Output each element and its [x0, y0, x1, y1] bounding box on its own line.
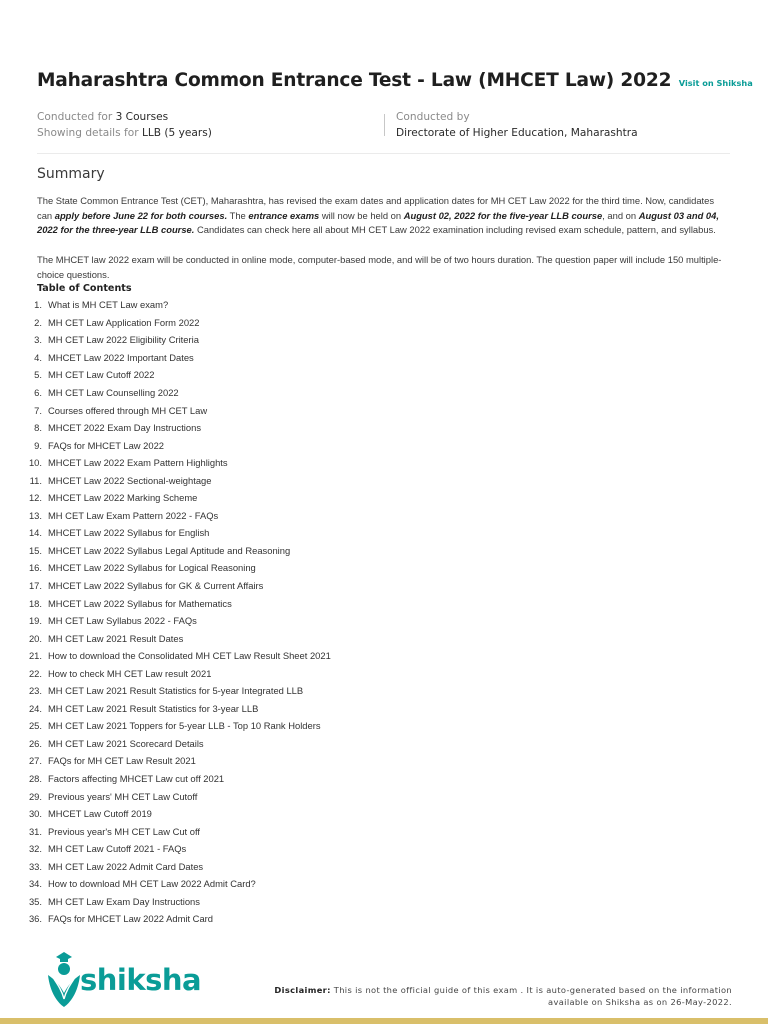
toc-item-number: 10. — [28, 457, 42, 469]
toc-item[interactable] — [20, 524, 331, 542]
toc-item[interactable] — [20, 822, 331, 840]
toc-item-label: MHCET Law 2022 Syllabus for Logical Reasoning — [48, 562, 256, 574]
toc-item-label: MH CET Law Exam Pattern 2022 - FAQs — [48, 509, 219, 521]
toc-item-number: 1. — [34, 299, 42, 311]
toc-item-number: 15. — [28, 544, 42, 556]
toc-item[interactable] — [20, 349, 331, 367]
toc-item-number: 6. — [34, 387, 42, 398]
toc-item-number: 11. — [29, 474, 42, 486]
toc-item[interactable] — [20, 752, 331, 770]
toc-item[interactable] — [20, 805, 331, 823]
toc-item-number: 9. — [34, 439, 42, 451]
meta-divider — [384, 114, 385, 136]
shiksha-wordmark: shiksha — [80, 963, 202, 997]
toc-item[interactable] — [20, 471, 331, 489]
toc-item-label: MH CET Law 2022 Eligibility Criteria — [48, 334, 199, 346]
toc-item-number: 22. — [28, 667, 42, 679]
toc-item-label: MH CET Law Counselling 2022 — [48, 387, 179, 398]
toc-item[interactable] — [20, 507, 331, 525]
toc-item-label: MHCET Law 2022 Sectional-weightage — [48, 474, 212, 486]
toc-item-number: 35. — [28, 895, 42, 907]
toc-item[interactable] — [20, 384, 331, 402]
toc-item-number: 32. — [28, 843, 42, 855]
toc-item[interactable] — [20, 366, 331, 384]
toc-item-number: 20. — [28, 632, 42, 644]
conducted-for-label: Conducted for — [37, 111, 113, 123]
toc-item[interactable] — [20, 296, 331, 314]
toc-item-number: 21. — [28, 650, 42, 662]
bottom-accent-bar — [0, 1018, 768, 1024]
toc-item[interactable] — [20, 629, 331, 647]
toc-item-label: MHCET Law 2022 Syllabus for GK & Current Affairs — [48, 580, 264, 592]
toc-item-number: 29. — [28, 790, 42, 802]
summary-emphasis: August 03 and 04, 2022 for the three-year LLB course. — [37, 209, 719, 236]
toc-item-number: 8. — [34, 422, 42, 434]
summary-emphasis: apply before June 22 for both courses. — [54, 209, 228, 221]
toc-item-label: How to download MH CET Law 2022 Admit Card? — [48, 878, 256, 890]
toc-item-label: How to download the Consolidated MH CET Law Result Sheet 2021 — [48, 650, 331, 662]
toc-item-number: 30. — [28, 808, 42, 820]
toc-item-number: 16. — [28, 562, 42, 574]
showing-details-row — [37, 125, 212, 141]
conducted-by-label: Conducted by — [396, 111, 470, 123]
toc-item-number: 19. — [28, 615, 42, 627]
conducted-for-value: 3 Courses — [115, 111, 169, 123]
toc-item[interactable] — [20, 454, 331, 472]
toc-item-number: 31. — [28, 825, 42, 837]
toc-item[interactable] — [20, 401, 331, 419]
toc-item[interactable] — [20, 436, 331, 454]
disclaimer-text: This is not the official guide of this exam . It is auto-generated based on the information available on Shiksha as on 26-May-2022. — [330, 985, 732, 1007]
toc-item-label: MH CET Law 2022 Admit Card Dates — [48, 860, 204, 872]
disclaimer-label: Disclaimer: — [274, 985, 331, 995]
conducted-by-value: Directorate of Higher Education, Maharashtra — [396, 127, 638, 139]
toc-item[interactable] — [20, 910, 331, 928]
toc-item[interactable] — [20, 559, 331, 577]
toc-item-number: 33. — [28, 860, 42, 872]
toc-item-label: What is MH CET Law exam? — [48, 299, 169, 311]
summary-emphasis: entrance exams — [248, 209, 320, 221]
toc-item-label: MHCET Law 2022 Important Dates — [48, 351, 194, 363]
toc-item-label: MH CET Law Exam Day Instructions — [48, 895, 200, 907]
toc-item[interactable] — [20, 787, 331, 805]
section-divider — [37, 153, 730, 154]
toc-item-number: 7. — [34, 404, 42, 416]
page-title: Maharashtra Common Entrance Test - Law (MHCET Law) 2022 — [37, 70, 672, 91]
toc-item-label: MHCET 2022 Exam Day Instructions — [48, 422, 202, 434]
toc-item[interactable] — [20, 664, 331, 682]
toc-item[interactable] — [20, 770, 331, 788]
toc-list — [20, 296, 331, 928]
toc-item-label: MHCET Law 2022 Syllabus for English — [48, 527, 210, 539]
toc-item[interactable] — [20, 682, 331, 700]
summary-heading: Summary — [37, 166, 105, 182]
toc-item[interactable] — [20, 594, 331, 612]
exam-meta-left — [37, 109, 212, 141]
showing-details-label: Showing details for — [37, 127, 139, 139]
toc-item-label: Factors affecting MHCET Law cut off 2021 — [48, 773, 225, 785]
toc-item-label: MH CET Law 2021 Scorecard Details — [48, 737, 204, 749]
visit-on-shiksha-link[interactable]: Visit on Shiksha — [678, 78, 753, 88]
summary-text: The State Common Entrance Test (CET), Maharashtra, has revised the exam dates and application dates for MH CET Law 2022 for the third time. Now, candidates can — [37, 195, 715, 221]
toc-item-label: MH CET Law 2021 Toppers for 5-year LLB - Top 10 Rank Holders — [48, 720, 321, 732]
toc-item[interactable] — [20, 875, 331, 893]
toc-item[interactable] — [20, 735, 331, 753]
summary-paragraph-1 — [37, 194, 730, 238]
toc-item-number: 4. — [34, 351, 42, 363]
toc-item-label: MH CET Law 2021 Result Statistics for 5-year Integrated LLB — [48, 685, 304, 697]
toc-item-label: MH CET Law Application Form 2022 — [48, 316, 200, 328]
toc-item-number: 13. — [28, 509, 42, 521]
showing-details-value: LLB (5 years) — [141, 127, 212, 139]
toc-item-number: 3. — [34, 334, 42, 346]
toc-item-number: 2. — [34, 316, 42, 328]
toc-item-label: MH CET Law Syllabus 2022 - FAQs — [48, 615, 197, 627]
summary-paragraph-2: The MHCET law 2022 exam will be conducted in online mode, computer-based mode, and will be of two hours duration. The question paper will include 150 multiple-choice questions. — [37, 254, 722, 280]
toc-item-number: 27. — [28, 755, 42, 767]
toc-item-label: Previous years' MH CET Law Cutoff — [48, 790, 198, 802]
toc-item-label: FAQs for MHCET Law 2022 Admit Card — [48, 913, 213, 925]
toc-item-number: 24. — [28, 702, 42, 714]
title-row — [37, 70, 753, 91]
toc-item[interactable] — [20, 647, 331, 665]
toc-item[interactable] — [20, 542, 331, 560]
summary-emphasis: August 02, 2022 for the five-year LLB course — [403, 209, 603, 221]
toc-item-number: 28. — [28, 773, 42, 785]
toc-item[interactable] — [20, 489, 331, 507]
disclaimer — [252, 984, 732, 1008]
toc-item-number: 12. — [28, 492, 42, 504]
toc-item[interactable] — [20, 717, 331, 735]
toc-item[interactable] — [20, 700, 331, 718]
conducted-for-row — [37, 109, 212, 125]
toc-item-label: FAQs for MH CET Law Result 2021 — [48, 755, 196, 767]
toc-item-label: MHCET Law 2022 Syllabus for Mathematics — [48, 597, 232, 609]
toc-item-number: 34. — [28, 878, 42, 890]
toc-item-label: Courses offered through MH CET Law — [48, 404, 208, 416]
toc-item[interactable] — [20, 419, 331, 437]
toc-item-label: MHCET Law 2022 Marking Scheme — [48, 492, 198, 504]
toc-item-label: MHCET Law 2022 Syllabus Legal Aptitude and Reasoning — [48, 544, 291, 556]
toc-item-label: MHCET Law Cutoff 2019 — [48, 808, 152, 820]
toc-item[interactable] — [20, 612, 331, 630]
exam-meta-right — [396, 109, 638, 141]
summary-text: , and on — [602, 209, 639, 221]
toc-item-number: 23. — [28, 685, 42, 697]
toc-item-label: MH CET Law Cutoff 2021 - FAQs — [48, 843, 187, 855]
toc-item-number: 5. — [34, 369, 42, 381]
summary-text: Candidates can check here all about MH CET Law 2022 examination including revised exam schedule, pattern, and syllabus. — [194, 224, 716, 236]
toc-item-label: FAQs for MHCET Law 2022 — [48, 439, 165, 451]
toc-item-number: 36. — [28, 913, 42, 925]
toc-item-label: MH CET Law 2021 Result Dates — [48, 632, 184, 644]
toc-item[interactable] — [20, 577, 331, 595]
toc-item[interactable] — [20, 840, 331, 858]
summary-text: will now be held on — [319, 209, 404, 221]
toc-item-number: 14. — [28, 527, 42, 539]
toc-item-number: 25. — [28, 720, 42, 732]
toc-item[interactable] — [20, 314, 331, 332]
toc-item[interactable] — [20, 893, 331, 911]
toc-item-label: MHCET Law 2022 Exam Pattern Highlights — [48, 457, 228, 469]
toc-item[interactable] — [20, 331, 331, 349]
toc-item[interactable] — [20, 858, 331, 876]
toc-item-number: 18. — [28, 597, 42, 609]
toc-item-label: MH CET Law 2021 Result Statistics for 3-year LLB — [48, 702, 259, 714]
summary-text: The — [227, 209, 249, 221]
toc-heading: Table of Contents — [37, 283, 132, 294]
toc-item-label: MH CET Law Cutoff 2022 — [48, 369, 155, 381]
toc-item-label: How to check MH CET Law result 2021 — [48, 667, 212, 679]
toc-item-number: 26. — [28, 737, 42, 749]
toc-item-number: 17. — [28, 580, 42, 592]
toc-item-label: Previous year's MH CET Law Cut off — [48, 825, 201, 837]
